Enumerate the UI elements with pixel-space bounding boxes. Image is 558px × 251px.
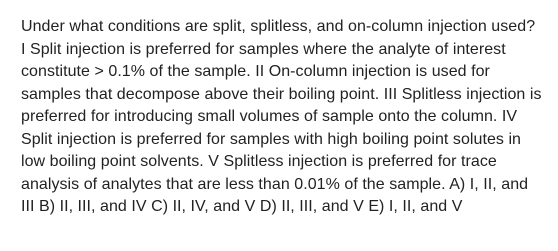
question-text: Under what conditions are split, splitless, and on-column injection used? I Split injection is preferred for samples where the analyte of interest constitute > 0.1% of the sample. II On-column injection is used for samples that decompose above their boiling point. III Splitless injection is preferred for introducing small volumes of sample onto the column. IV Split injection is preferred for samples with high boiling point solutes in low boiling point solvents. V Splitless injection is preferred for trace analysis of analytes that are less than 0.01% of the sample. A) I, II, and III B) II, III, and IV C) II, IV, and V D) II, III, and V E) I, II, and V [21,18,542,215]
